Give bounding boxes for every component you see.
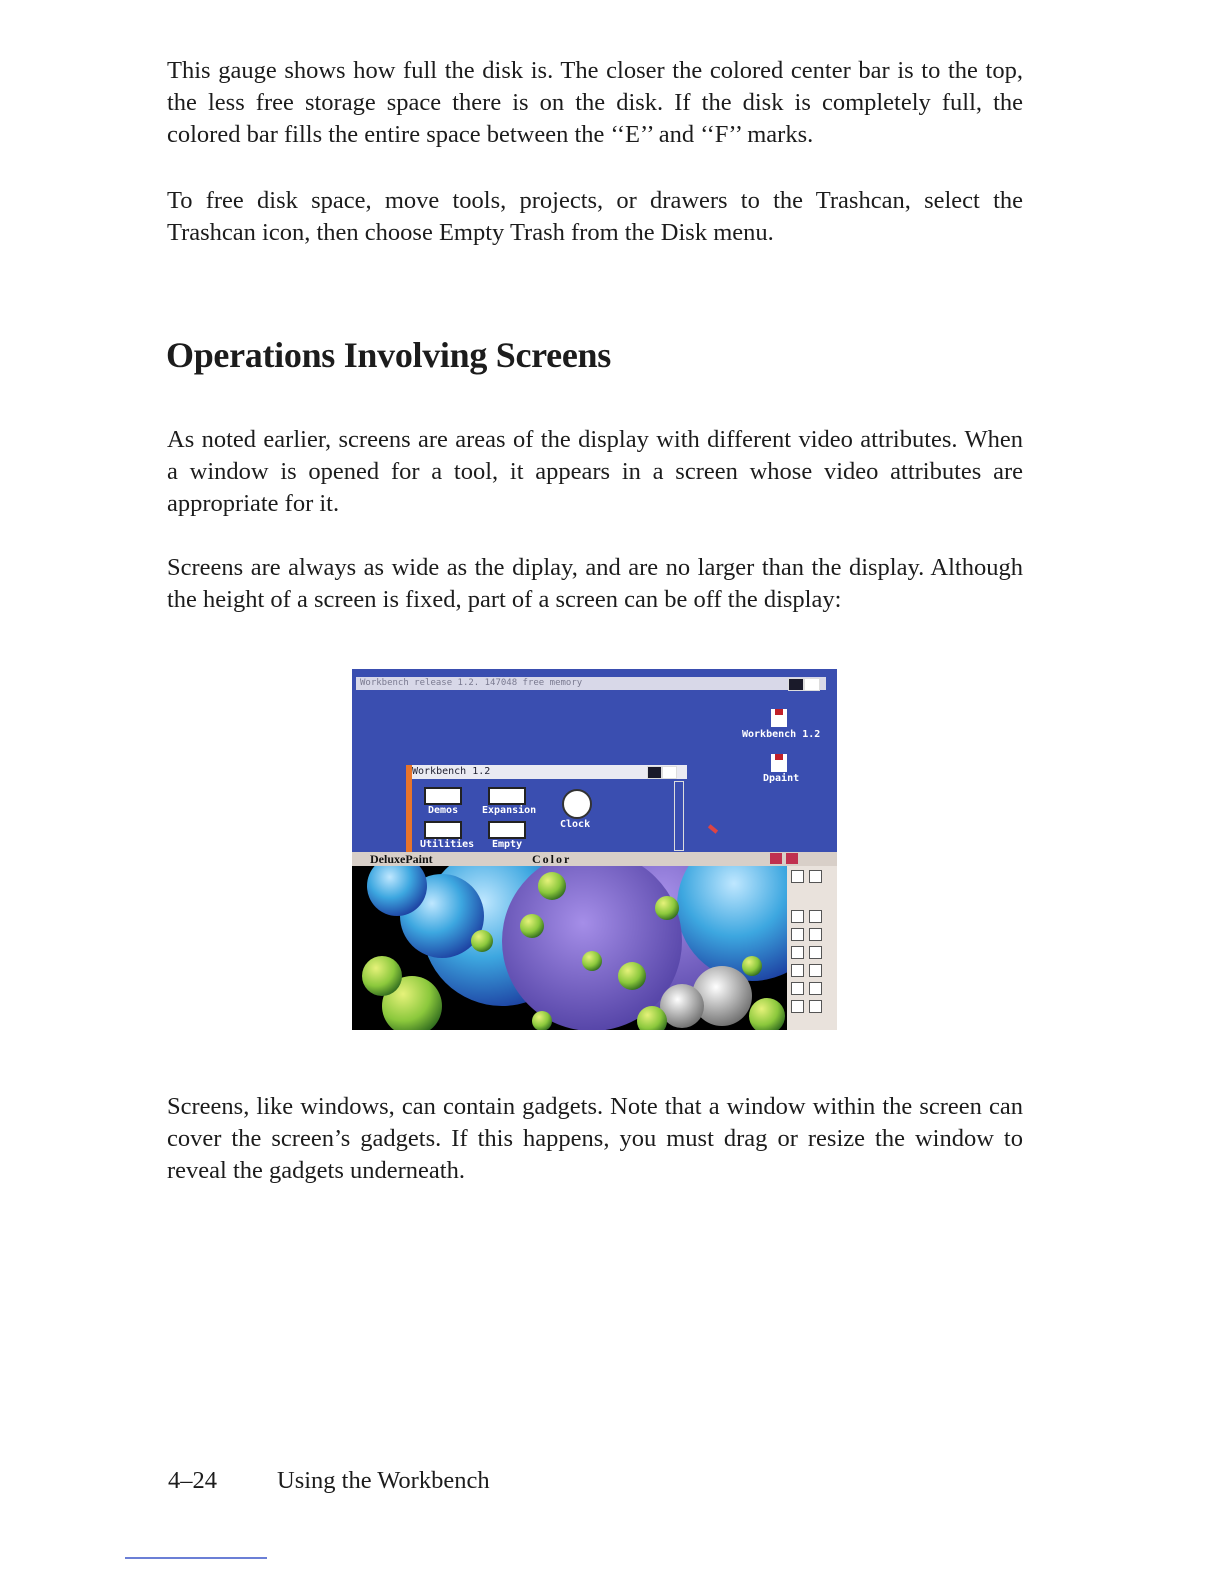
dpaint-disk-icon — [771, 754, 787, 772]
tool-brush-icon — [791, 910, 804, 923]
tool-circle-icon — [809, 964, 822, 977]
deluxepaint-depth-front-icon — [786, 853, 798, 864]
paragraph-free-disk-space: To free disk space, move tools, projects, or drawers to the Trashcan, select the Trashcan icon, then choose Empty Trash from the Disk menu. — [167, 187, 1023, 246]
tool-fill-icon — [791, 946, 804, 959]
drawer-label: Empty — [492, 839, 523, 850]
drawer-icon — [488, 787, 526, 805]
paragraph-disk-gauge: This gauge shows how full the disk is. The closer the colored center bar is to the top, the less free storage space there is on the disk. If the disk is completely full, the colored bar fills the entire space between the ‘‘E’’ and ‘‘F’’ marks. — [167, 57, 1023, 148]
running-footer-title: Using the Workbench — [277, 1467, 490, 1494]
workbench-disk-label: Workbench 1.2 — [742, 729, 821, 740]
workbench-window — [406, 765, 687, 855]
tool-symmetry-icon — [809, 1000, 822, 1013]
dpaint-disk-label: Dpaint — [763, 773, 800, 784]
amiga-screens-screenshot — [352, 669, 837, 1030]
tool-select-icon — [791, 982, 804, 995]
screen-depth-front-icon — [804, 678, 820, 691]
mouse-pointer-icon — [708, 824, 718, 833]
deluxepaint-color-label: Color — [532, 852, 572, 866]
paragraph-screen-size: Screens are always as wide as the diplay, and are no larger than the display. Although the height of a screen is fixed, part of a screen can be off the display: — [167, 554, 1023, 613]
workbench-window-title: Workbench 1.2 — [412, 765, 687, 779]
deluxepaint-title: DeluxePaint — [370, 852, 433, 866]
deluxepaint-toolbox — [787, 866, 837, 1030]
clock-icon — [562, 789, 592, 819]
drawer-label: Utilities — [420, 839, 475, 850]
deluxepaint-depth-back-icon — [770, 853, 782, 864]
drawer-icon — [488, 821, 526, 839]
window-scrollbar — [674, 781, 684, 851]
clock-label: Clock — [560, 819, 591, 830]
tool-rectangle-icon — [791, 964, 804, 977]
footer-rule — [125, 1557, 267, 1559]
deluxepaint-artwork — [352, 866, 787, 1030]
deluxepaint-canvas — [352, 866, 787, 1030]
tool-airbrush-icon — [809, 946, 822, 959]
section-heading: Operations Involving Screens — [166, 335, 611, 375]
drawer-label: Demos — [428, 805, 459, 816]
tool-grid-icon — [791, 1000, 804, 1013]
workbench-screen-title-bar: Workbench release 1.2. 147048 free memory — [356, 677, 826, 690]
window-depth-back-icon — [647, 766, 662, 779]
drawer-icon — [424, 787, 462, 805]
tool-freehand-icon — [809, 910, 822, 923]
tool-line-icon — [791, 928, 804, 941]
tool-curve-icon — [809, 928, 822, 941]
paragraph-screens-intro: As noted earlier, screens are areas of the display with different video attributes. When a window is opened for a tool, it appears in a screen whose video attributes are appropriate for it. — [167, 426, 1023, 517]
workbench-disk-icon — [771, 709, 787, 727]
palette-cell — [791, 870, 804, 883]
paragraph-screen-gadgets: Screens, like windows, can contain gadgets. Note that a window within the screen can cover the screen’s gadgets. If this happens, you must drag or resize the window to reveal the gadgets underneath. — [167, 1093, 1023, 1184]
palette-cell — [809, 870, 822, 883]
drawer-icon — [424, 821, 462, 839]
deluxepaint-screen-title-bar — [352, 852, 837, 866]
screen-depth-back-icon — [788, 678, 804, 691]
page-number: 4–24 — [168, 1467, 217, 1494]
window-depth-front-icon — [662, 766, 677, 779]
drawer-label: Expansion — [482, 805, 537, 816]
tool-text-icon — [809, 982, 822, 995]
